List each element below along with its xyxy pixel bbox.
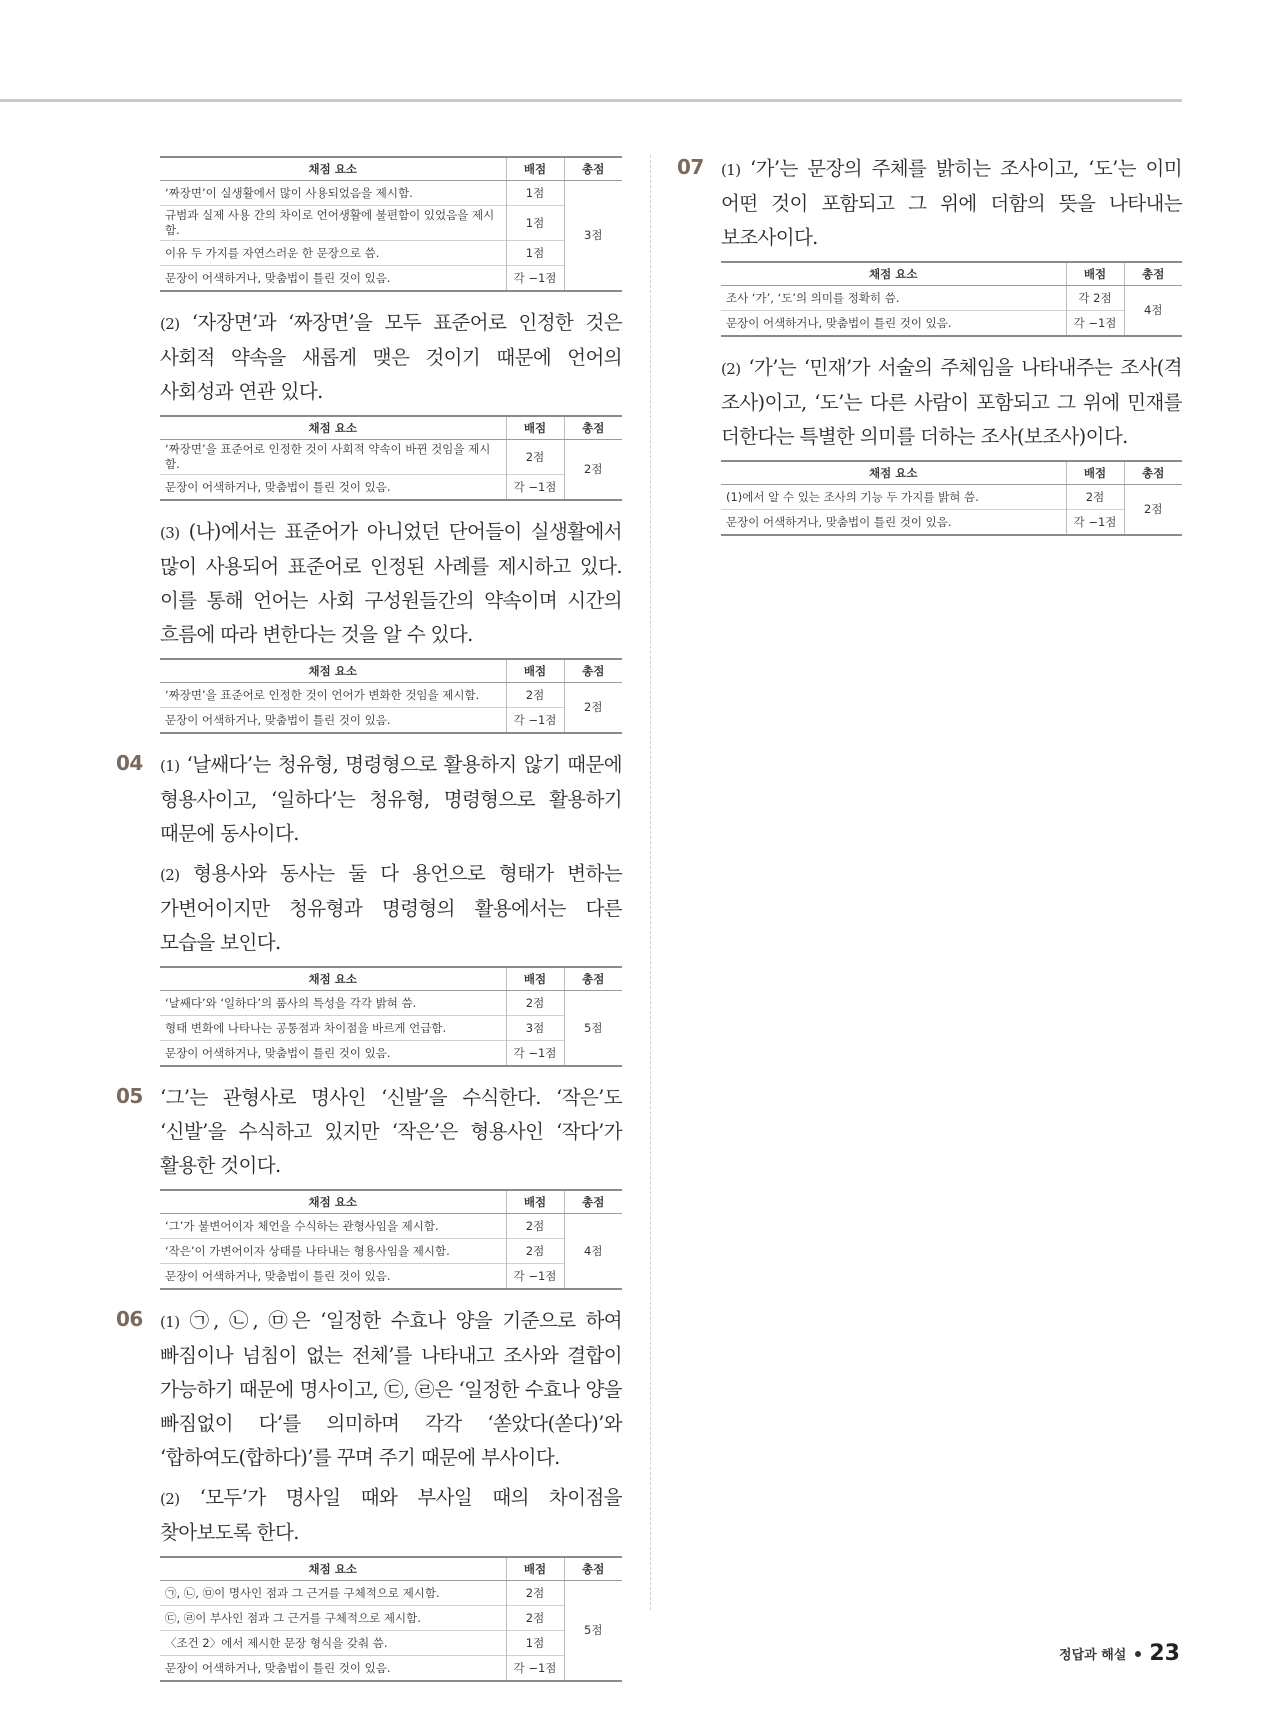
score-table-q05: 채점 요소 배점 총점 ‘그’가 불변어이자 체언을 수식하는 관형사임을 제시함. 2점 4점 ‘작은’이 가변어이자 상태를 나타내는 형용사임을 제시함. 2점 문장이 어색하거나, 맞춤법이 틀린 것이 있음. 각 −1점 bbox=[160, 1189, 622, 1290]
score-table-q03-2: 채점 요소 배점 총점 ‘짜장면’을 표준어로 인정한 것이 사회적 약속이 바뀐 것임을 제시함. 2점 2점 문장이 어색하거나, 맞춤법이 틀린 것이 있음. 각 −1점 bbox=[160, 415, 622, 501]
answer-paragraph: (3) (나)에서는 표준어가 아니었던 단어들이 실생활에서 많이 사용되어 표준어로 인정된 사례를 제시하고 있다. 이를 통해 언어는 사회 구성원들간의 약속이며 시간의 흐름에 따라 변한다는 것을 알 수 있다. bbox=[160, 520, 622, 646]
table-row: 문장이 어색하거나, 맞춤법이 틀린 것이 있음. 각 −1점 bbox=[160, 1264, 622, 1290]
table-row: ‘날쌔다’와 ‘일하다’의 품사의 특성을 각각 밝혀 씀. 2점 5점 bbox=[160, 991, 622, 1016]
answer-paragraph: (1) ‘가’는 문장의 주체를 밝히는 조사이고, ‘도’는 이미 어떤 것이 포함되고 그 위에 더함의 뜻을 나타내는 보조사이다. bbox=[721, 157, 1182, 249]
answer-paragraph: (2) 형용사와 동사는 둘 다 용언으로 형태가 변하는 가변어이지만 청유형과 명령형의 활용에서는 다른 모습을 보인다. bbox=[160, 862, 622, 954]
table-row: 문장이 어색하거나, 맞춤법이 틀린 것이 있음. 각 −1점 bbox=[160, 1656, 622, 1682]
answer-paragraph: (2) ‘가’는 ‘민재’가 서술의 주체임을 나타내주는 조사(격 조사)이고, ‘도’는 다른 사람이 포함되고 그 위에 민재를 더한다는 특별한 의미를 더하는 조사(보조사)이다. bbox=[721, 356, 1182, 448]
question-07 bbox=[677, 152, 1182, 536]
total-cell: 2점 bbox=[564, 440, 622, 501]
answer-paragraph: (2) ‘모두’가 명사일 때와 부사일 때의 차이점을 찾아보도록 한다. bbox=[160, 1486, 622, 1544]
question-05 bbox=[116, 1081, 622, 1290]
column-divider bbox=[650, 155, 651, 1610]
page-number: 23 bbox=[1149, 1641, 1180, 1666]
score-table-q06: 채점 요소 배점 총점 ㉠, ㉡, ㉤이 명사인 점과 그 근거를 구체적으로 제시함. 2점 5점 ㉢, ㉣이 부사인 점과 그 근거를 구체적으로 제시함. 2점 〈조건 2〉에서 제시한 문장 형식을 갖춰 씀. 1점 문장이 어색하거나, 맞춤법이 틀린 것이 있음. 각 −1점 bbox=[160, 1556, 622, 1682]
score-table-q03-3: 채점 요소 배점 총점 ‘짜장면’을 표준어로 인정한 것이 언어가 변화한 것임을 제시함. 2점 2점 문장이 어색하거나, 맞춤법이 틀린 것이 있음. 각 −1점 bbox=[160, 658, 622, 734]
header-points: 배점 bbox=[506, 157, 564, 181]
table-row: 규범과 실제 사용 간의 차이로 언어생활에 불편함이 있었음을 제시함. 1점 bbox=[160, 206, 622, 241]
answer-paragraph: (1) ㉠, ㉡, ㉤은 ‘일정한 수효나 양을 기준으로 하여 빠짐이나 넘침이 없는 전체’를 나타내고 조사와 결합이 가능하기 때문에 명사이고, ㉢, ㉣은 ‘일정한 수효나 양을 빠짐없이 다’를 의미하며 각각 ‘쏟았다(쏟다)’와 ‘합하여도(합하다)’를 꾸며 주기 때문에 부사이다. bbox=[160, 1309, 622, 1469]
table-row: ‘작은’이 가변어이자 상태를 나타내는 형용사임을 제시함. 2점 bbox=[160, 1239, 622, 1264]
question-number: 04 bbox=[116, 751, 143, 775]
total-cell: 4점 bbox=[1124, 286, 1182, 337]
table-row: 문장이 어색하거나, 맞춤법이 틀린 것이 있음. 각 −1점 bbox=[721, 311, 1182, 337]
answer-paragraph: (1) ‘날쌔다’는 청유형, 명령형으로 활용하지 않기 때문에 형용사이고, ‘일하다’는 청유형, 명령형으로 활용하기 때문에 동사이다. bbox=[160, 753, 623, 845]
total-cell: 5점 bbox=[564, 991, 622, 1067]
score-table-q07-1: 채점 요소 배점 총점 조사 ‘가’, ‘도’의 의미를 정확히 씀. 각 2점 4점 문장이 어색하거나, 맞춤법이 틀린 것이 있음. 각 −1점 bbox=[721, 261, 1182, 337]
total-cell: 2점 bbox=[564, 683, 622, 734]
table-row: 문장이 어색하거나, 맞춤법이 틀린 것이 있음. 각 −1점 bbox=[160, 1041, 622, 1067]
header-item: 채점 요소 bbox=[160, 157, 506, 181]
question-number: 07 bbox=[677, 155, 704, 179]
total-cell: 2점 bbox=[1124, 485, 1182, 536]
bullet-dot-icon bbox=[1135, 1651, 1141, 1657]
left-column bbox=[116, 152, 623, 1696]
table-row: ㉠, ㉡, ㉤이 명사인 점과 그 근거를 구체적으로 제시함. 2점 5점 bbox=[160, 1581, 622, 1606]
answer-paragraph: (2) ‘자장면’과 ‘짜장면’을 모두 표준어로 인정한 것은 사회적 약속을 새롭게 맺은 것이기 때문에 언어의 사회성과 연관 있다. bbox=[160, 311, 622, 403]
total-cell: 3점 bbox=[564, 181, 622, 292]
table-row: 형태 변화에 나타나는 공통점과 차이점을 바르게 언급함. 3점 bbox=[160, 1016, 622, 1041]
table-row: 이유 두 가지를 자연스러운 한 문장으로 씀. 1점 bbox=[160, 241, 622, 266]
table-row: (1)에서 알 수 있는 조사의 기능 두 가지를 밝혀 씀. 2점 2점 bbox=[721, 485, 1182, 510]
table-row: 조사 ‘가’, ‘도’의 의미를 정확히 씀. 각 2점 4점 bbox=[721, 286, 1182, 311]
question-number: 05 bbox=[116, 1084, 143, 1108]
table-row: ‘짜장면’을 표준어로 인정한 것이 사회적 약속이 바뀐 것임을 제시함. 2점 2점 bbox=[160, 440, 622, 475]
table-row: ㉢, ㉣이 부사인 점과 그 근거를 구체적으로 제시함. 2점 bbox=[160, 1606, 622, 1631]
table-row: 문장이 어색하거나, 맞춤법이 틀린 것이 있음. 각 −1점 bbox=[160, 266, 622, 292]
score-table-q07-2: 채점 요소 배점 총점 (1)에서 알 수 있는 조사의 기능 두 가지를 밝혀 씀. 2점 2점 문장이 어색하거나, 맞춤법이 틀린 것이 있음. 각 −1점 bbox=[721, 460, 1182, 536]
table-row: 문장이 어색하거나, 맞춤법이 틀린 것이 있음. 각 −1점 bbox=[160, 708, 622, 734]
total-cell: 4점 bbox=[564, 1214, 622, 1290]
page-footer bbox=[1059, 1641, 1180, 1666]
table-row: ‘그’가 불변어이자 체언을 수식하는 관형사임을 제시함. 2점 4점 bbox=[160, 1214, 622, 1239]
question-06 bbox=[116, 1304, 622, 1682]
footer-label: 정답과 해설 bbox=[1059, 1648, 1127, 1663]
question-04 bbox=[116, 748, 623, 1067]
header-total: 총점 bbox=[564, 157, 622, 181]
question-number: 06 bbox=[116, 1307, 143, 1331]
score-table-q03-1 bbox=[160, 156, 622, 292]
answer-paragraph: ‘그’는 관형사로 명사인 ‘신발’을 수식한다. ‘작은’도 ‘신발’을 수식하고 있지만 ‘작은’은 형용사인 ‘작다’가 활용한 것이다. bbox=[160, 1086, 622, 1177]
right-column bbox=[677, 152, 1182, 550]
table-row: 문장이 어색하거나, 맞춤법이 틀린 것이 있음. 각 −1점 bbox=[160, 475, 622, 501]
table-row: ‘짜장면’을 표준어로 인정한 것이 언어가 변화한 것임을 제시함. 2점 2점 bbox=[160, 683, 622, 708]
top-rule bbox=[0, 99, 1182, 102]
total-cell: 5점 bbox=[564, 1581, 622, 1682]
score-table-q04: 채점 요소 배점 총점 ‘날쌔다’와 ‘일하다’의 품사의 특성을 각각 밝혀 씀. 2점 5점 형태 변화에 나타나는 공통점과 차이점을 바르게 언급함. 3점 문장이 어색하거나, 맞춤법이 틀린 것이 있음. 각 −1점 bbox=[160, 966, 622, 1067]
table-row: 〈조건 2〉에서 제시한 문장 형식을 갖춰 씀. 1점 bbox=[160, 1631, 622, 1656]
table-row: 문장이 어색하거나, 맞춤법이 틀린 것이 있음. 각 −1점 bbox=[721, 510, 1182, 536]
table-row: ‘짜장면’이 실생활에서 많이 사용되었음을 제시함. 1점 3점 bbox=[160, 181, 622, 206]
